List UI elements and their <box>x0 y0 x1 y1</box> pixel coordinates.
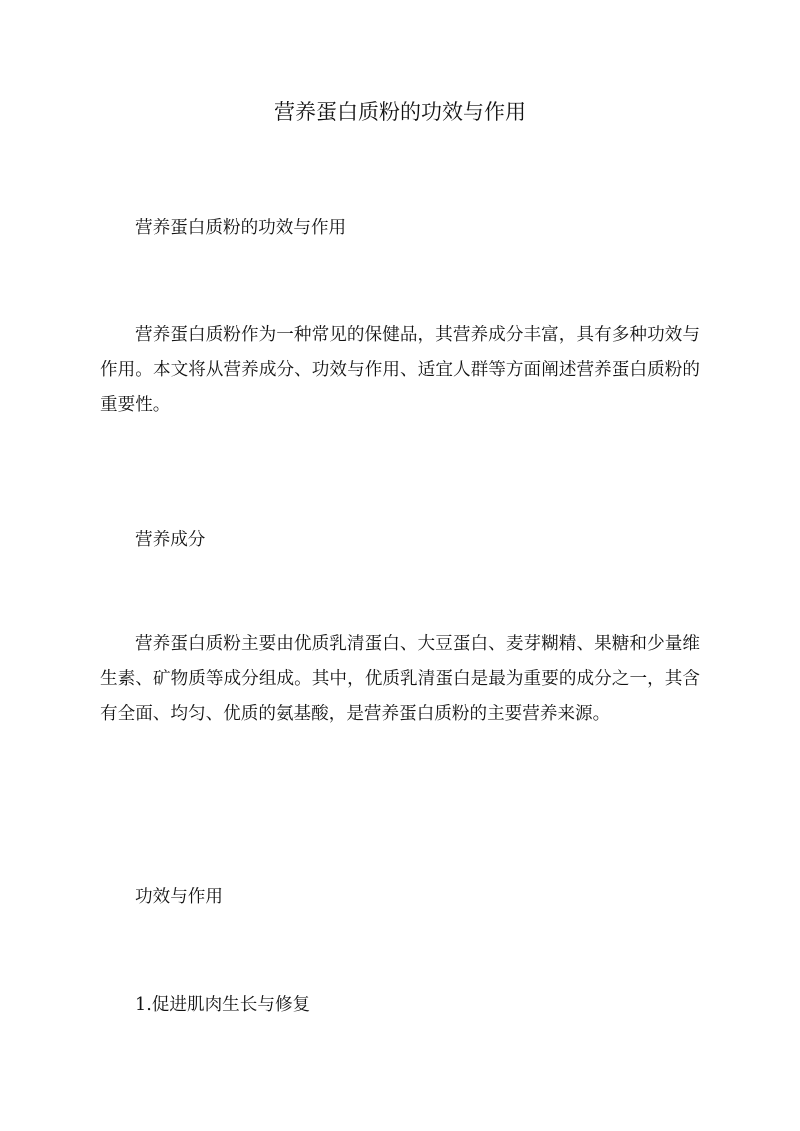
section-heading-nutrition: 营养成分 <box>135 530 206 550</box>
section-heading-effects: 功效与作用 <box>135 887 223 907</box>
document-subtitle: 营养蛋白质粉的功效与作用 <box>135 218 347 238</box>
intro-paragraph: 营养蛋白质粉作为一种常见的保健品，其营养成分丰富，具有多种功效与作用。本文将从营养成分、功效与作用、适宜人群等方面阐述营养蛋白质粉的重要性。 <box>100 325 700 415</box>
document-title: 营养蛋白质粉的功效与作用 <box>274 100 526 124</box>
nutrition-paragraph: 营养蛋白质粉主要由优质乳清蛋白、大豆蛋白、麦芽糊精、果糖和少量维生素、矿物质等成分组成。其中，优质乳清蛋白是最为重要的成分之一，其含有全面、均匀、优质的氨基酸，是营养蛋白质粉的主要营养来源。 <box>100 634 700 724</box>
list-item-1: 1.促进肌肉生长与修复 <box>135 995 311 1015</box>
